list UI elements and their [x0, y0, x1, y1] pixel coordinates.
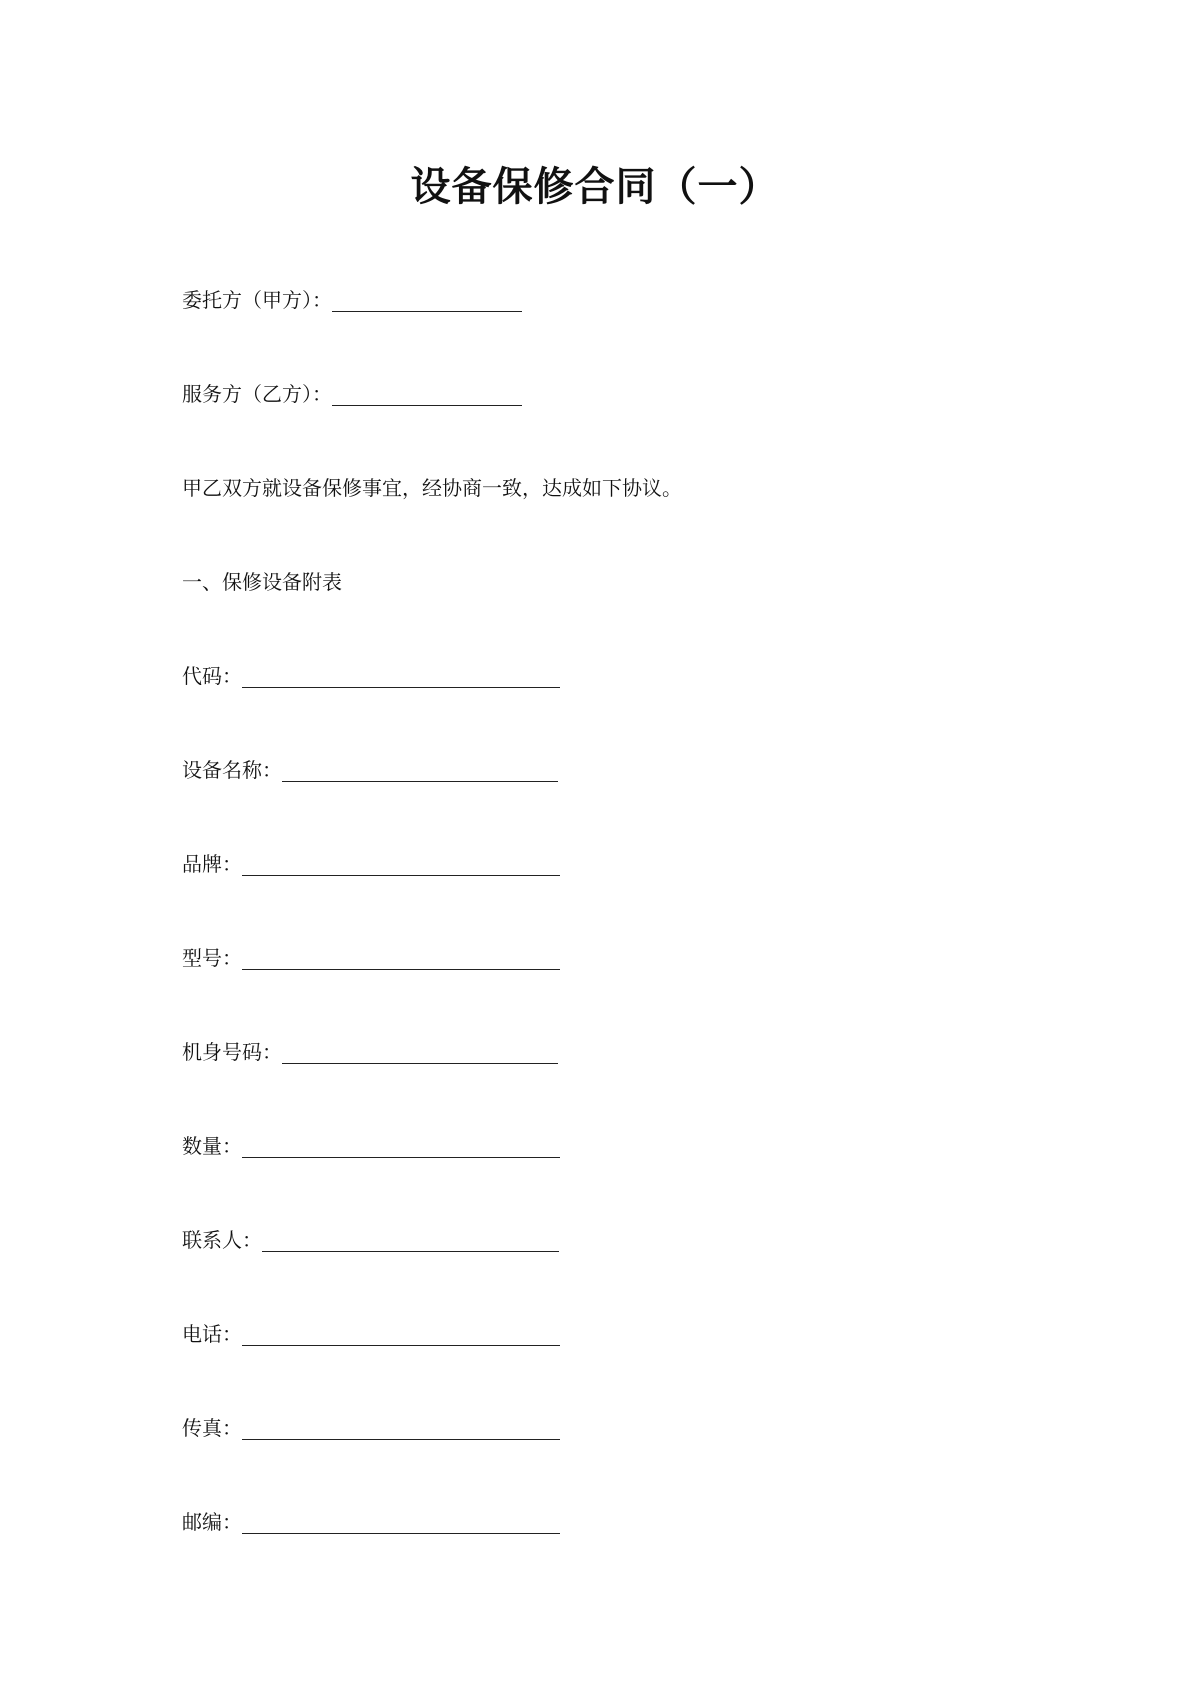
party-b-blank[interactable]: [332, 381, 522, 406]
field-label: 机身号码：: [182, 1040, 282, 1064]
party-a-line: [182, 285, 522, 315]
field-blank[interactable]: [242, 1509, 560, 1534]
field-label: 传真：: [182, 1416, 242, 1440]
field-postcode: [182, 1507, 560, 1537]
party-b-label: 服务方（乙方）：: [182, 382, 332, 406]
field-quantity: [182, 1131, 560, 1161]
field-label: 联系人：: [182, 1228, 262, 1252]
field-blank[interactable]: [242, 1321, 560, 1346]
section-1-heading: 一、保修设备附表: [182, 570, 342, 594]
party-a-label: 委托方（甲方）：: [182, 288, 332, 312]
field-contact-person: [182, 1225, 559, 1255]
field-blank[interactable]: [282, 757, 558, 782]
field-serial-number: [182, 1037, 558, 1067]
intro-paragraph: 甲乙双方就设备保修事宜，经协商一致，达成如下协议。: [182, 476, 682, 500]
field-brand: [182, 849, 560, 879]
field-blank[interactable]: [242, 1415, 560, 1440]
field-phone: [182, 1319, 560, 1349]
field-blank[interactable]: [262, 1227, 559, 1252]
field-model: [182, 943, 560, 973]
field-label: 设备名称：: [182, 758, 282, 782]
field-device-name: [182, 755, 558, 785]
field-fax: [182, 1413, 560, 1443]
field-code: [182, 661, 560, 691]
contract-title: 设备保修合同（一）: [410, 163, 780, 210]
field-label: 型号：: [182, 946, 242, 970]
field-blank[interactable]: [242, 945, 560, 970]
field-blank[interactable]: [242, 1133, 560, 1158]
field-blank[interactable]: [242, 851, 560, 876]
field-label: 品牌：: [182, 852, 242, 876]
field-blank[interactable]: [242, 663, 560, 688]
party-a-blank[interactable]: [332, 287, 522, 312]
party-b-line: [182, 379, 522, 409]
field-label: 邮编：: [182, 1510, 242, 1534]
field-label: 电话：: [182, 1322, 242, 1346]
field-label: 数量：: [182, 1134, 242, 1158]
field-blank[interactable]: [282, 1039, 558, 1064]
field-label: 代码：: [182, 664, 242, 688]
